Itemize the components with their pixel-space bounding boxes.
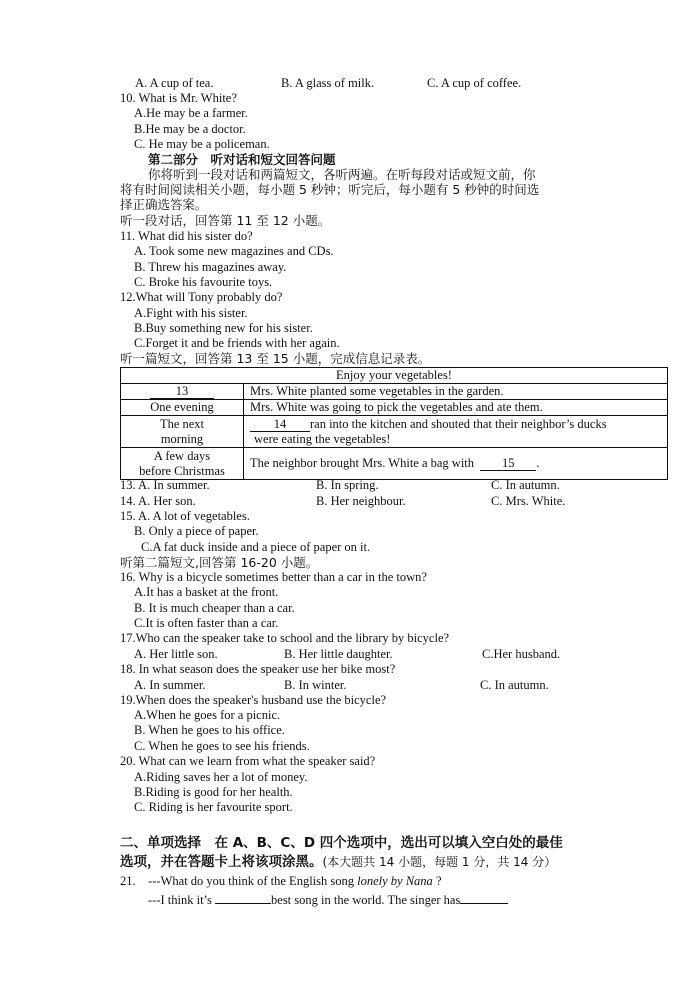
blank-15: 15 — [480, 457, 536, 471]
q15-option-b: B. Only a piece of paper. — [134, 524, 259, 538]
q21-line1-end: ? — [432, 874, 442, 888]
q17-option-c: C.Her husband. — [482, 647, 561, 661]
table-row4-label-line2: before Christmas — [139, 463, 225, 478]
q10-question: 10. What is Mr. White? — [120, 91, 237, 105]
table-title: Enjoy your vegetables! — [121, 368, 668, 384]
q21-line1-text: ---What do you think of the English song — [148, 874, 358, 888]
table-row4-text — [244, 448, 668, 480]
q18-option-a: A. In summer. — [134, 678, 206, 692]
q10-option-c: C. He may be a policeman. — [134, 137, 270, 151]
q11-question: 11. What did his sister do? — [120, 229, 253, 243]
q15-option-c: C.A fat duck inside and a piece of paper on it. — [141, 540, 371, 554]
q9-option-a: A. A cup of tea. — [135, 76, 214, 90]
q15-option-a: 15. A. A lot of vegetables. — [120, 509, 250, 523]
q9-option-b: B. A glass of milk. — [281, 76, 375, 90]
q16-option-b: B. It is much cheaper than a car. — [134, 601, 295, 615]
q20-question: 20. What can we learn from what the speaker said? — [120, 754, 376, 768]
q19-option-a: A.When he goes for a picnic. — [134, 708, 281, 722]
section2-heading-line2-bold: 选项，并在答题卡上将该项涂黑。 — [120, 854, 323, 870]
q21-line2-start: ---I think it’s — [148, 893, 216, 907]
table-row2-text: Mrs. White was going to pick the vegetables and ate them. — [244, 400, 668, 416]
part2-instruction-line1: 你将听到一段对话和两篇短文，各听两遍。在听每段对话或短文前，你 — [148, 167, 536, 182]
table-row3-label-line1: The next — [159, 416, 205, 431]
section2-heading-line1: 二、单项选择 在 A、B、C、D 四个选项中，选出可以填入空白处的最佳 — [120, 835, 563, 851]
q11-option-b: B. Threw his magazines away. — [134, 260, 287, 274]
q16-question: 16. Why is a bicycle sometimes better than a car in the town? — [120, 570, 427, 584]
table-row3-text — [244, 416, 668, 448]
table-row3-text-line1: ran into the kitchen and shouted that their neighbor’s ducks — [310, 416, 607, 431]
q12-option-c: C.Forget it and be friends with her again. — [134, 336, 340, 350]
section2-heading-line2-note: (本大题共 14 小题，每题 1 分，共 14 分） — [322, 855, 557, 869]
q12-question: 12.What will Tony probably do? — [120, 290, 283, 304]
q17-option-a: A. Her little son. — [134, 647, 218, 661]
q10-option-b: B.He may be a doctor. — [134, 122, 246, 136]
q20-option-b: B.Riding is good for her health. — [134, 785, 293, 799]
q20-option-a: A.Riding saves her a lot of money. — [134, 770, 308, 784]
q20-option-c: C. Riding is her favourite sport. — [134, 800, 293, 814]
q18-option-b: B. In winter. — [284, 678, 347, 692]
table-row4-text-main: The neighbor brought Mrs. White a bag with — [250, 456, 475, 470]
q21-line2 — [148, 893, 508, 908]
info-record-table — [120, 367, 668, 480]
blank-13: 13 — [150, 385, 214, 399]
q11-option-c: C. Broke his favourite toys. — [134, 275, 273, 289]
table-row4-label — [121, 448, 244, 480]
q19-question: 19.When does the speaker's husband use the bicycle? — [120, 693, 387, 707]
q21-song-title: lonely by Nana — [357, 874, 433, 888]
table-row2-label: One evening — [121, 400, 244, 416]
q14-option-a: 14. A. Her son. — [120, 494, 196, 508]
q16-option-c: C.It is often faster than a car. — [134, 616, 279, 630]
table-row1-label — [121, 384, 244, 400]
table-row3-label — [121, 416, 244, 448]
q12-option-b: B.Buy something new for his sister. — [134, 321, 313, 335]
q16-option-a: A.It has a basket at the front. — [134, 585, 279, 599]
dialog-instruction: 听一段对话，回答第 11 至 12 小题。 — [120, 213, 331, 228]
q21-number: 21. — [120, 874, 136, 888]
q13-option-a: 13. A. In summer. — [120, 478, 210, 492]
q19-option-b: B. When he goes to his office. — [134, 723, 285, 737]
q14-option-b: B. Her neighbour. — [316, 494, 406, 508]
q21-line2-mid: best song in the world. The singer has — [271, 893, 461, 907]
passage2-instruction: 听第二篇短文,回答第 16-20 小题。 — [120, 555, 319, 570]
q17-question: 17.Who can the speaker take to school and the library by bicycle? — [120, 631, 450, 645]
q14-option-c: C. Mrs. White. — [491, 494, 566, 508]
table-row1-text: Mrs. White planted some vegetables in the garden. — [244, 384, 668, 400]
passage1-instruction: 听一篇短文，回答第 13 至 15 小题，完成信息记录表。 — [120, 351, 431, 366]
q18-option-c: C. In autumn. — [480, 678, 549, 692]
table-row3-text-line2: were eating the vegetables! — [254, 431, 391, 446]
q12-option-a: A.Fight with his sister. — [134, 306, 248, 320]
q13-option-c: C. In autumn. — [491, 478, 560, 492]
table-row3-label-line2: morning — [160, 431, 204, 446]
q19-option-c: C. When he goes to see his friends. — [134, 739, 310, 753]
q18-question: 18. In what season does the speaker use her bike most? — [120, 662, 396, 676]
table-row4-period: . — [536, 456, 540, 470]
q21-blank-1 — [215, 903, 271, 904]
q17-option-b: B. Her little daughter. — [284, 647, 393, 661]
part2-instruction-line2: 将有时间阅读相关小题，每小题 5 秒钟；听完后，每小题有 5 秒钟的时间选 — [120, 182, 540, 197]
q13-option-b: B. In spring. — [316, 478, 379, 492]
part2-instruction-line3: 择正确选答案。 — [120, 197, 208, 212]
q11-option-a: A. Took some new magazines and CDs. — [134, 244, 334, 258]
table-row4-label-line1: A few days — [153, 448, 211, 463]
q21-line1 — [120, 874, 442, 889]
q10-option-a: A.He may be a farmer. — [134, 106, 248, 120]
section2-heading-line2 — [120, 855, 556, 870]
q9-option-c: C. A cup of coffee. — [427, 76, 522, 90]
part2-heading: 第二部分 听对话和短文回答问题 — [148, 152, 336, 167]
q21-blank-2 — [460, 903, 508, 904]
blank-14: 14 — [250, 418, 310, 432]
